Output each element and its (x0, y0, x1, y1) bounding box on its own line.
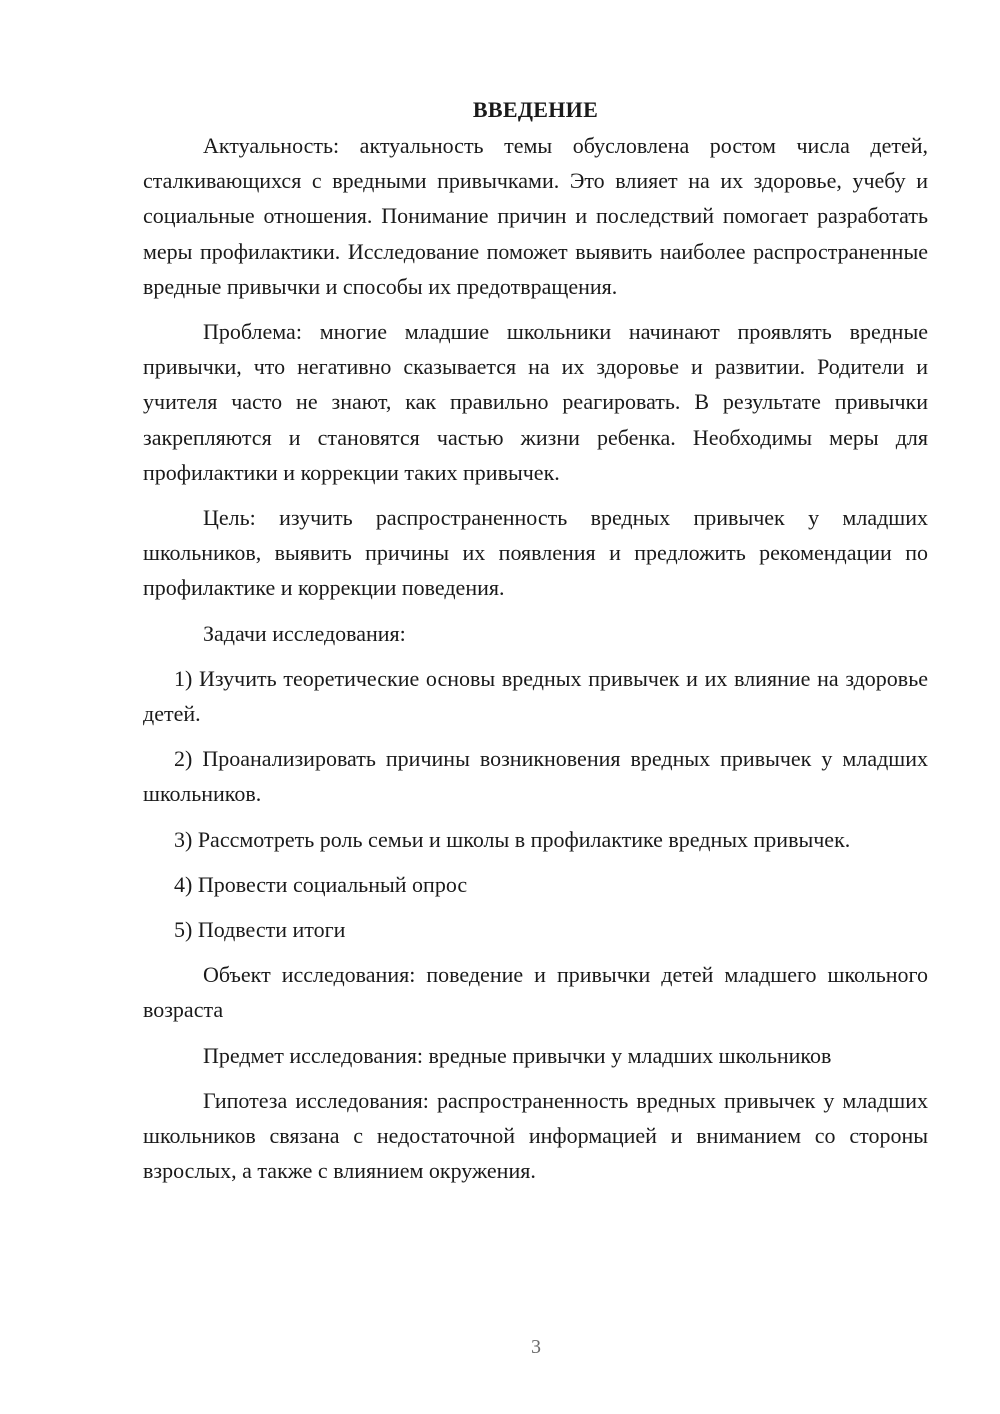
paragraph-hypothesis: Гипотеза исследования: распространенность вредных привычек у младших школьников связана с недостаточной информацией и вниманием со стороны взрослых, а также с влиянием окружения. (143, 1087, 928, 1184)
paragraph-subject: Предмет исследования: вредные привычки у младших школьников (203, 1042, 832, 1068)
page-title: ВВЕДЕНИЕ (472, 97, 599, 122)
document-page (143, 92, 928, 1198)
page-number: 3 (531, 1336, 541, 1358)
tasks-heading: Задачи исследования: (203, 620, 406, 646)
task-item-4: 4) Провести социальный опрос (174, 871, 468, 897)
task-item-1: 1) Изучить теоретические основы вредных привычек и их влияние на здоровье детей. (143, 665, 928, 727)
paragraph-relevance: Актуальность: актуальность темы обусловлена ростом числа детей, сталкивающихся с вредными привычками. Это влияет на их здоровье, учебу и социальные отношения. Понимание причин и последствий помогает разработать меры профилактики. Исследование поможет выявить наиболее распространенные вредные привычки и способы их предотвращения. (143, 133, 928, 299)
task-item-3: 3) Рассмотреть роль семьи и школы в профилактике вредных привычек. (174, 826, 851, 852)
paragraph-goal: Цель: изучить распространенность вредных привычек у младших школьников, выявить причины их появления и предложить рекомендации по профилактике и коррекции поведения. (143, 505, 928, 601)
task-item-5: 5) Подвести итоги (174, 917, 346, 943)
task-item-2: 2) Проанализировать причины возникновения вредных привычек у младших школьников. (143, 746, 928, 807)
paragraph-problem: Проблема: многие младшие школьники начинают проявлять вредные привычки, что негативно сказывается на их здоровье и развитии. Родители и учителя часто не знают, как правильно реагировать. В результате привычки закрепляются и становятся частью жизни ребенка. Необходимы меры для профилактики и коррекции таких привычек. (143, 319, 928, 485)
paragraph-object: Объект исследования: поведение и привычки детей младшего школьного возраста (143, 962, 928, 1023)
